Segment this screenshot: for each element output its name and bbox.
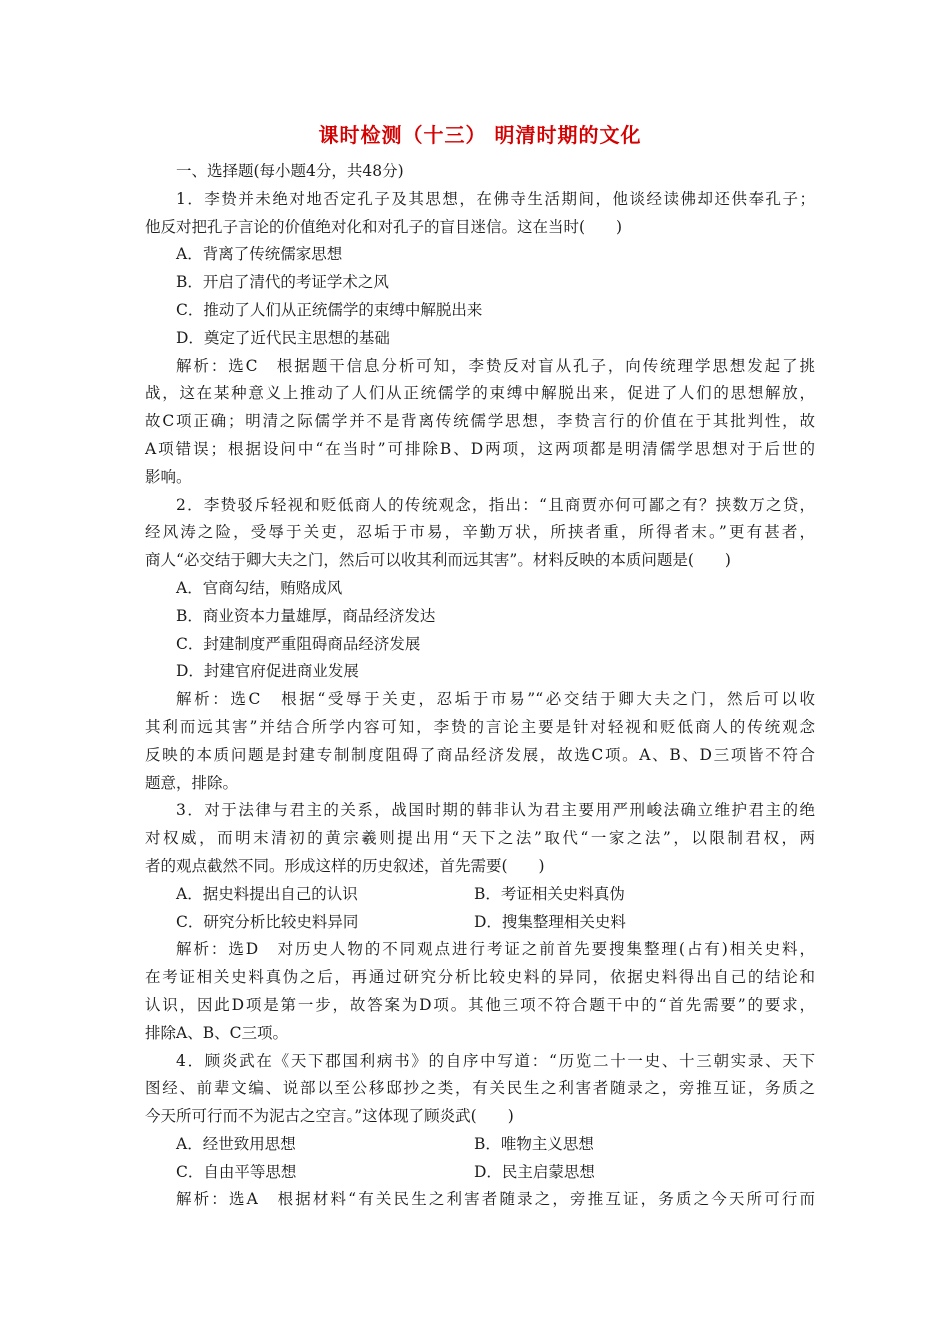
question-stem-line: 3．对于法律与君主的关系，战国时期的韩非认为君主要用严刑峻法确立维护君主的绝 [176, 801, 815, 820]
question-3 [145, 797, 815, 1047]
analysis-line: 解析：选C 根据题干信息分析可知，李贽反对盲从孔子，向传统理学思想发起了挑 [176, 356, 815, 375]
question-stem-line: 者的观点截然不同。形成这样的历史叙述，首先需要( ) [145, 856, 545, 875]
question-stem-line: 商人“必交结于卿大夫之门，然后可以收其利而远其害”。材料反映的本质问题是( ) [145, 551, 731, 570]
option-a: A．据史料提出自己的认识 [176, 884, 358, 903]
document-page [145, 118, 815, 1214]
option-row [145, 881, 815, 909]
option-b: B．考证相关史料真伪 [474, 884, 625, 903]
question-stem-line: 他反对把孔子言论的价值绝对化和对孔子的盲目迷信。这在当时( ) [145, 217, 623, 236]
option-c: C．自由平等思想 [176, 1162, 297, 1181]
analysis-line: 影响。 [145, 467, 192, 486]
option-d: D．搜集整理相关史料 [474, 912, 626, 931]
option-row [145, 909, 815, 937]
option-c: C．推动了人们从正统儒学的束缚中解脱出来 [176, 300, 483, 319]
option-a: A．经世致用思想 [176, 1134, 296, 1153]
option-a: A．背离了传统儒家思想 [176, 245, 343, 264]
analysis-line: 解析：选A 根据材料“有关民生之利害者随录之，旁推互证，务质之今天所可行而 [176, 1190, 815, 1209]
question-4 [145, 1048, 815, 1215]
option-row [145, 1159, 815, 1187]
section-heading: 一、选择题(每小题4分，共48分) [176, 162, 404, 180]
option-d: D．封建官府促进商业发展 [176, 662, 359, 681]
analysis-line: 认识，因此D项是第一步，故答案为D项。其他三项不符合题干中的“首先需要”的要求， [145, 995, 815, 1014]
question-stem-line: 1．李贽并未绝对地否定孔子及其思想，在佛寺生活期间，他谈经读佛却还供奉孔子； [176, 189, 815, 208]
analysis-line: A项错误；根据设问中“在当时”可排除B、D两项，这两项都是明清儒学思想对于后世的 [145, 439, 815, 458]
analysis-line: 其利而远其害”并结合所学内容可知，李贽的言论主要是针对轻视和贬低商人的传统观念 [145, 717, 815, 736]
analysis-line: 题意，排除。 [145, 773, 239, 792]
option-c: C．封建制度严重阻碍商品经济发展 [176, 634, 421, 653]
question-1 [145, 186, 815, 492]
analysis-line: 反映的本质问题是封建专制制度阻碍了商品经济发展，故选C项。A、B、D三项皆不符合 [145, 745, 815, 764]
analysis-line: 故C项正确；明清之际儒学并不是背离传统儒学思想，李贽言行的价值在于其批判性，故 [145, 412, 815, 431]
question-2 [145, 492, 815, 798]
question-stem-line: 经风涛之险，受辱于关吏，忍垢于市易，辛勤万状，所挟者重，所得者末。”更有甚者， [145, 523, 815, 542]
analysis-line: 在考证相关史料真伪之后，再通过研究分析比较史料的异同，依据史料得出自己的结论和 [145, 968, 815, 987]
analysis-line: 解析：选C 根据“受辱于关吏，忍垢于市易”“必交结于卿大夫之门，然后可以收 [176, 690, 815, 709]
question-stem-line: 图经、前辈文编、说部以至公移邸抄之类，有关民生之利害者随录之，旁推互证，务质之 [145, 1079, 815, 1098]
question-stem-line: 4．顾炎武在《天下郡国利病书》的自序中写道：“历览二十一史、十三朝实录、天下 [176, 1051, 815, 1070]
analysis-line: 解析：选D 对历史人物的不同观点进行考证之前首先要搜集整理(占有)相关史料， [176, 940, 815, 959]
analysis-line: 排除A、B、C三项。 [145, 1023, 288, 1042]
option-row [145, 1131, 815, 1159]
analysis-line: 战，这在某种意义上推动了人们从正统儒学的束缚中解脱出来，促进了人们的思想解放， [145, 384, 815, 403]
option-d: D．民主启蒙思想 [474, 1162, 595, 1181]
option-c: C．研究分析比较史料异同 [176, 912, 359, 931]
page-title: 课时检测（十三） 明清时期的文化 [318, 123, 642, 147]
option-b: B．唯物主义思想 [474, 1134, 594, 1153]
option-a: A．官商勾结，贿赂成风 [176, 578, 343, 597]
option-b: B．开启了清代的考证学术之风 [176, 273, 389, 292]
option-b: B．商业资本力量雄厚，商品经济发达 [176, 606, 436, 625]
question-stem-line: 今天所可行而不为泥古之空言。”这体现了顾炎武( ) [145, 1107, 514, 1126]
question-stem-line: 对权威，而明末清初的黄宗羲则提出用“天下之法”取代“一家之法”，以限制君权，两 [145, 829, 815, 848]
option-d: D．奠定了近代民主思想的基础 [176, 328, 390, 347]
question-stem-line: 2．李贽驳斥轻视和贬低商人的传统观念，指出：“且商贾亦何可鄙之有？挟数万之贷， [176, 495, 815, 514]
